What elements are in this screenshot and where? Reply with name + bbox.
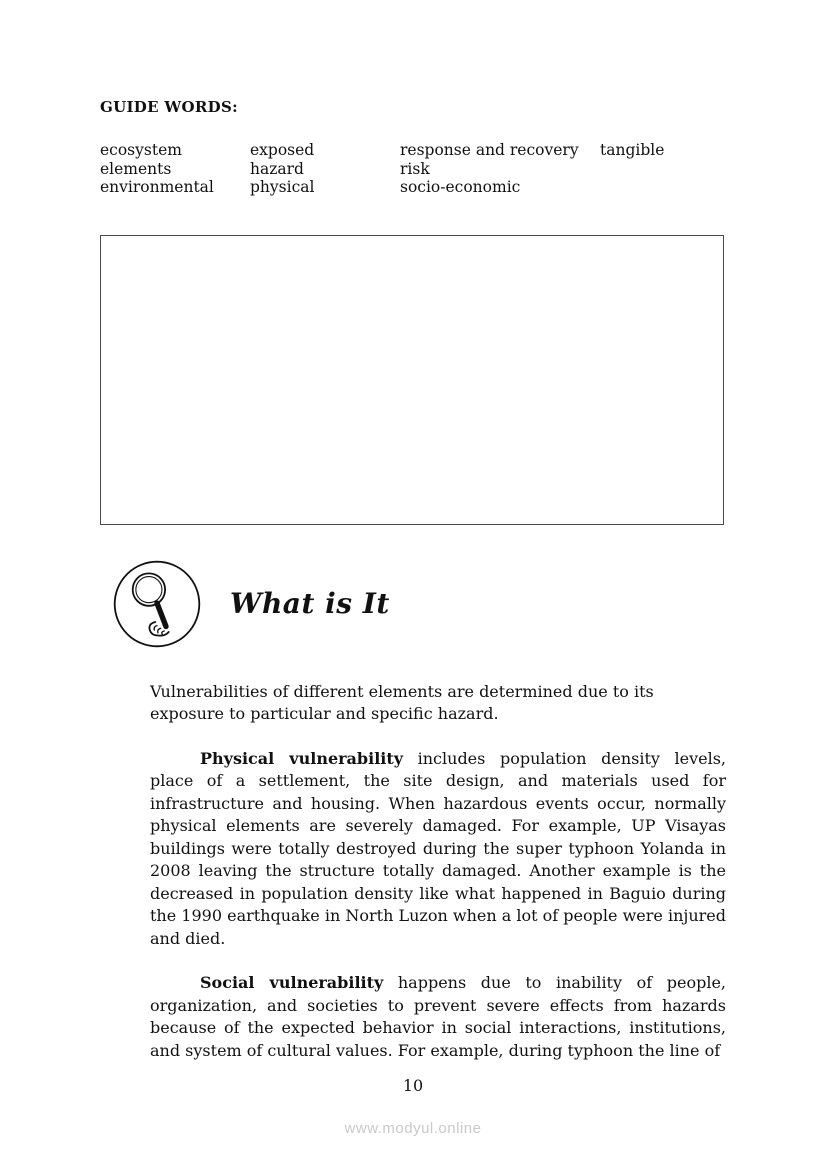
guide-word: exposed bbox=[250, 141, 315, 159]
guide-word: response and recovery bbox=[400, 141, 579, 159]
guide-word: ecosystem bbox=[100, 141, 182, 159]
guide-word: elements bbox=[100, 159, 172, 178]
guide-word: hazard bbox=[250, 159, 304, 178]
section-header bbox=[100, 559, 726, 649]
guide-word: environmental bbox=[100, 178, 214, 196]
physical-vulnerability-body: includes population density levels, place of a settlement, the site design, and materials used for infrastructure and housing. When hazardous events occur, normally physical elements are severely damaged. For example, UP Visayas buildings were totally destroyed during the super typhoon Yolanda in 2008 leaving the structure totally damaged. Another example is the decreased in population density like what happened in Baguio during the 1990 earthquake in North Luzon when a lot of people were injured and died. bbox=[150, 748, 727, 948]
watermark-text: www.modyul.online bbox=[344, 1120, 482, 1137]
guide-word: socio-economic bbox=[400, 178, 521, 196]
guide-words-column-3 bbox=[400, 141, 600, 197]
physical-vulnerability-lead: Physical vulnerability bbox=[200, 748, 404, 768]
social-vulnerability-paragraph bbox=[150, 972, 726, 1062]
social-vulnerability-body: happens due to inability of people, organization, and societies to prevent severe effects from hazards because of the expected behavior in social interactions, institutions, and system of cultural values. For example, during typhoon the line of bbox=[150, 973, 726, 1060]
guide-words-column-1 bbox=[100, 141, 250, 197]
guide-word: tangible bbox=[600, 141, 665, 159]
guide-words-list bbox=[100, 141, 726, 197]
guide-word: physical bbox=[250, 178, 315, 196]
guide-words-column-2 bbox=[250, 141, 400, 197]
social-vulnerability-lead: Social vulnerability bbox=[200, 973, 384, 992]
section-title: What is It bbox=[230, 587, 390, 620]
page-number: 10 bbox=[402, 1076, 424, 1095]
physical-vulnerability-paragraph bbox=[150, 748, 726, 951]
answer-box bbox=[100, 235, 724, 525]
intro-paragraph: Vulnerabilities of different elements are determined due to its exposure to particular and specific hazard. bbox=[150, 681, 654, 723]
magnifier-in-hand-icon bbox=[112, 559, 202, 649]
guide-words-column-4 bbox=[600, 141, 726, 197]
body-text bbox=[150, 681, 726, 1063]
guide-word: risk bbox=[400, 159, 430, 178]
guide-words-heading: GUIDE WORDS: bbox=[100, 98, 238, 116]
